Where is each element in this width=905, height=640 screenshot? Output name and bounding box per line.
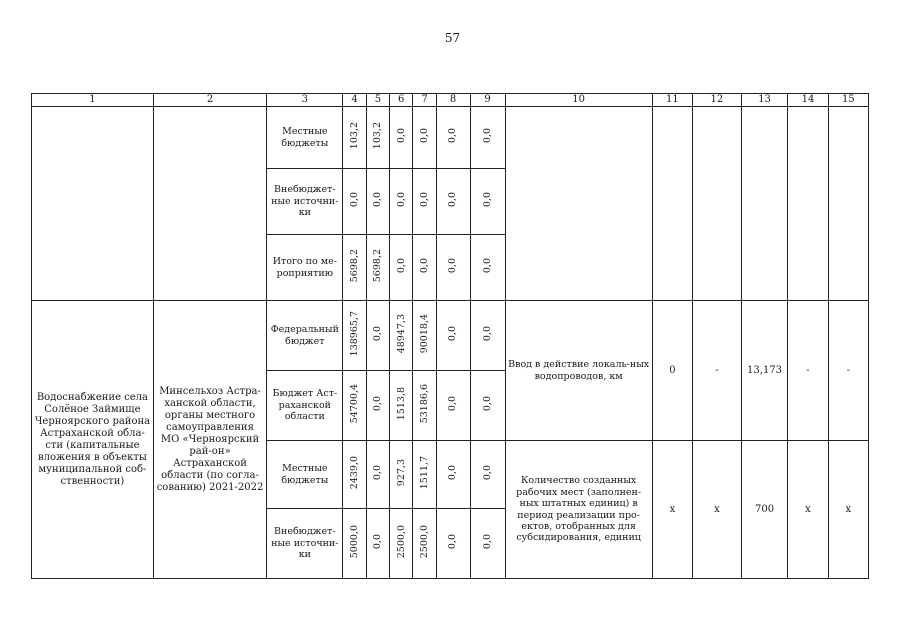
indicator-name: Количество созданных рабочих мест (заполнен-ных штатных единиц) в период реализации про-ектов, отобранных для субсидирования, единиц bbox=[505, 441, 652, 579]
indicator-value-empty bbox=[788, 107, 828, 301]
value-cell bbox=[413, 301, 436, 371]
value: 0,0 bbox=[447, 191, 459, 208]
value: 0,0 bbox=[395, 191, 407, 208]
col-header: 9 bbox=[470, 94, 505, 107]
value-cell bbox=[436, 301, 470, 371]
indicator-value-empty bbox=[741, 107, 788, 301]
value-cell bbox=[366, 301, 389, 371]
value-cell bbox=[413, 169, 436, 235]
executor-description: Минсельхоз Астра-ханской области, органы местного самоуправления МО «Черноярский рай-он» Астраханской области (по согла-сованию) 2021-2022 bbox=[153, 301, 266, 579]
value-cell bbox=[436, 371, 470, 441]
value-cell bbox=[390, 107, 413, 169]
col-header: 10 bbox=[505, 94, 652, 107]
funding-source: Итого по ме-роприятию bbox=[267, 235, 343, 301]
col-header: 1 bbox=[32, 94, 154, 107]
value: 53186,6 bbox=[418, 383, 430, 424]
value: 0,0 bbox=[481, 191, 493, 208]
value-cell bbox=[470, 509, 505, 579]
value: 0,0 bbox=[372, 325, 384, 342]
col-header: 3 bbox=[267, 94, 343, 107]
event-cell-empty bbox=[32, 107, 154, 301]
indicator-value: x bbox=[788, 441, 828, 579]
value: 0,0 bbox=[372, 395, 384, 412]
executor-cell-empty bbox=[153, 107, 266, 301]
indicator-value: x bbox=[828, 441, 868, 579]
value-cell bbox=[470, 301, 505, 371]
value: 5698,2 bbox=[348, 248, 360, 283]
value-cell bbox=[436, 509, 470, 579]
program-table-container bbox=[31, 93, 871, 581]
col-header: 5 bbox=[366, 94, 389, 107]
indicator-value: x bbox=[652, 441, 692, 579]
value: 0,0 bbox=[481, 127, 493, 144]
value-cell bbox=[366, 509, 389, 579]
indicator-value-empty bbox=[652, 107, 692, 301]
page-number: 57 bbox=[444, 31, 461, 45]
value-cell bbox=[413, 107, 436, 169]
value-cell bbox=[343, 371, 366, 441]
value-cell bbox=[436, 441, 470, 509]
value-cell bbox=[390, 301, 413, 371]
value-cell bbox=[366, 169, 389, 235]
value: 1513,8 bbox=[395, 386, 407, 421]
value-cell bbox=[366, 107, 389, 169]
funding-source: Местные бюджеты bbox=[267, 107, 343, 169]
value: 0,0 bbox=[395, 257, 407, 274]
indicator-cell-empty bbox=[505, 107, 652, 301]
value-cell bbox=[470, 441, 505, 509]
value-cell bbox=[390, 509, 413, 579]
col-header: 11 bbox=[652, 94, 692, 107]
funding-source: Федеральный бюджет bbox=[267, 301, 343, 371]
value-cell bbox=[343, 169, 366, 235]
value: 0,0 bbox=[481, 464, 493, 481]
value: 0,0 bbox=[481, 533, 493, 550]
funding-source: Бюджет Аст-раханской области bbox=[267, 371, 343, 441]
funding-source: Местные бюджеты bbox=[267, 441, 343, 509]
value-cell bbox=[470, 235, 505, 301]
value: 90018,4 bbox=[418, 313, 430, 354]
value-cell bbox=[366, 441, 389, 509]
value: 103,2 bbox=[372, 121, 384, 150]
value: 0,0 bbox=[348, 191, 360, 208]
value: 2500,0 bbox=[395, 524, 407, 559]
value-cell bbox=[390, 371, 413, 441]
indicator-value: x bbox=[693, 441, 742, 579]
funding-source: Внебюджет-ные источни-ки bbox=[267, 169, 343, 235]
value: 0,0 bbox=[481, 325, 493, 342]
value: 0,0 bbox=[372, 191, 384, 208]
indicator-value: - bbox=[693, 301, 742, 441]
col-header: 8 bbox=[436, 94, 470, 107]
value-cell bbox=[343, 301, 366, 371]
value-cell bbox=[343, 235, 366, 301]
value-cell bbox=[436, 169, 470, 235]
value-cell bbox=[470, 371, 505, 441]
event-description: Водоснабжение села Солёное Займище Черноярского района Астраханской обла-сти (капитальные вложения в объекты муниципальной соб-ственности) bbox=[32, 301, 154, 579]
col-header: 4 bbox=[343, 94, 366, 107]
value: 0,0 bbox=[418, 191, 430, 208]
value-cell bbox=[436, 107, 470, 169]
value-cell bbox=[470, 169, 505, 235]
value: 0,0 bbox=[372, 533, 384, 550]
value: 2500,0 bbox=[418, 524, 430, 559]
table-row bbox=[32, 301, 869, 371]
value-cell bbox=[390, 441, 413, 509]
indicator-value: 700 bbox=[741, 441, 788, 579]
table-row bbox=[32, 107, 869, 169]
value-cell bbox=[390, 169, 413, 235]
value: 0,0 bbox=[372, 464, 384, 481]
value-cell bbox=[343, 107, 366, 169]
indicator-name: Ввод в действие локаль-ных водопроводов, км bbox=[505, 301, 652, 441]
value: 0,0 bbox=[418, 257, 430, 274]
value-cell bbox=[413, 509, 436, 579]
value-cell bbox=[413, 441, 436, 509]
value: 0,0 bbox=[481, 395, 493, 412]
value: 0,0 bbox=[395, 127, 407, 144]
value: 0,0 bbox=[447, 464, 459, 481]
value: 5698,2 bbox=[372, 248, 384, 283]
value-cell bbox=[413, 371, 436, 441]
value-cell bbox=[470, 107, 505, 169]
indicator-value: 13,173 bbox=[741, 301, 788, 441]
col-header: 13 bbox=[741, 94, 788, 107]
indicator-value: - bbox=[788, 301, 828, 441]
value: 1511,7 bbox=[418, 455, 430, 490]
column-number-row bbox=[32, 94, 869, 107]
value: 0,0 bbox=[481, 257, 493, 274]
indicator-value-empty bbox=[693, 107, 742, 301]
value: 54700,4 bbox=[348, 383, 360, 424]
value-cell bbox=[390, 235, 413, 301]
value-cell bbox=[413, 235, 436, 301]
col-header: 7 bbox=[413, 94, 436, 107]
value-cell bbox=[343, 441, 366, 509]
value: 0,0 bbox=[447, 533, 459, 550]
value: 48947,3 bbox=[395, 313, 407, 354]
value-cell bbox=[343, 509, 366, 579]
value: 5000,0 bbox=[348, 524, 360, 559]
value: 0,0 bbox=[418, 127, 430, 144]
value-cell bbox=[436, 235, 470, 301]
value: 2439,0 bbox=[348, 455, 360, 490]
col-header: 12 bbox=[693, 94, 742, 107]
value: 927,3 bbox=[395, 458, 407, 487]
indicator-value-empty bbox=[828, 107, 868, 301]
col-header: 6 bbox=[390, 94, 413, 107]
value: 0,0 bbox=[447, 257, 459, 274]
value: 138965,7 bbox=[348, 310, 360, 357]
col-header: 14 bbox=[788, 94, 828, 107]
value-cell bbox=[366, 235, 389, 301]
value: 0,0 bbox=[447, 127, 459, 144]
col-header: 2 bbox=[153, 94, 266, 107]
value: 103,2 bbox=[348, 121, 360, 150]
indicator-value: - bbox=[828, 301, 868, 441]
value: 0,0 bbox=[447, 395, 459, 412]
indicator-value: 0 bbox=[652, 301, 692, 441]
col-header: 15 bbox=[828, 94, 868, 107]
funding-source: Внебюджет-ные источни-ки bbox=[267, 509, 343, 579]
program-table bbox=[31, 93, 869, 579]
value: 0,0 bbox=[447, 325, 459, 342]
value-cell bbox=[366, 371, 389, 441]
